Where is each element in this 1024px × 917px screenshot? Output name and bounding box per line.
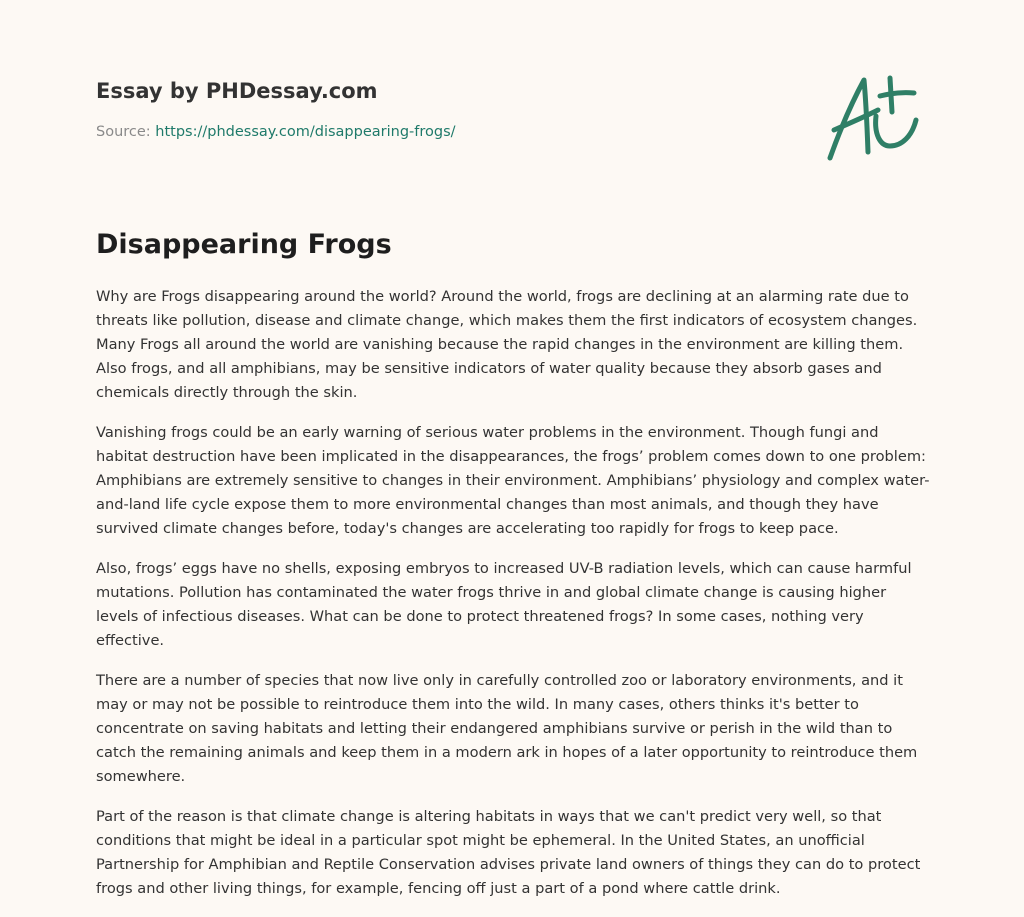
source-label: Source:	[96, 124, 151, 140]
essay-paragraph: Also, frogs’ eggs have no shells, exposing embryos to increased UV-B radiation levels, which can cause harmful mutations. Pollution has contaminated the water frogs thrive in and global climate change is causing higher levels of infectious diseases. What can be done to protect threatened frogs? In some cases, nothing very effective.	[96, 560, 912, 649]
essay-title: Disappearing Frogs	[96, 229, 392, 260]
essay-header	[96, 78, 796, 142]
brand-title: Essay by PHDessay.com	[96, 79, 378, 103]
source-line	[96, 122, 796, 142]
essay-paragraph: There are a number of species that now live only in carefully controlled zoo or laboratory environments, and it may or may not be possible to reintroduce them into the wild. In many cases, others thinks it's better to concentrate on saving habitats and letting their endangered amphibians survive or perish in the wild than to catch the remaining animals and keep them in a modern ark in hopes of a later opportunity to reintroduce them somewhere.	[96, 672, 918, 785]
essay-paragraph: Why are Frogs disappearing around the world? Around the world, frogs are declining at an alarming rate due to threats like pollution, disease and climate change, which makes them the first indicators of ecosystem changes. Many Frogs all around the world are vanishing because the rapid changes in the environment are killing them. Also frogs, and all amphibians, may be sensitive indicators of water quality because they absorb gases and chemicals directly through the skin.	[96, 288, 918, 401]
a-plus-logo-icon	[822, 68, 926, 164]
essay-body	[96, 285, 932, 917]
essay-paragraph: Vanishing frogs could be an early warning of serious water problems in the environment. Though fungi and habitat destruction have been implicated in the disappearances, the frogs’ problem comes down to one problem: Amphibians are extremely sensitive to changes in their environment. Amphibians’ physiology and complex water-and-land life cycle expose them to more environmental changes than most animals, and though they have survived climate changes before, today's changes are accelerating too rapidly for frogs to keep pace.	[96, 424, 930, 537]
source-link[interactable]: https://phdessay.com/disappearing-frogs/	[155, 124, 456, 140]
essay-paragraph: Part of the reason is that climate change is altering habitats in ways that we can't predict very well, so that conditions that might be ideal in a particular spot might be ephemeral. In the United States, an unofficial Partnership for Amphibian and Reptile Conservation advises private land owners of things they can do to protect frogs and other living things, for example, fencing off just a part of a pond where cattle drink.	[96, 808, 921, 897]
